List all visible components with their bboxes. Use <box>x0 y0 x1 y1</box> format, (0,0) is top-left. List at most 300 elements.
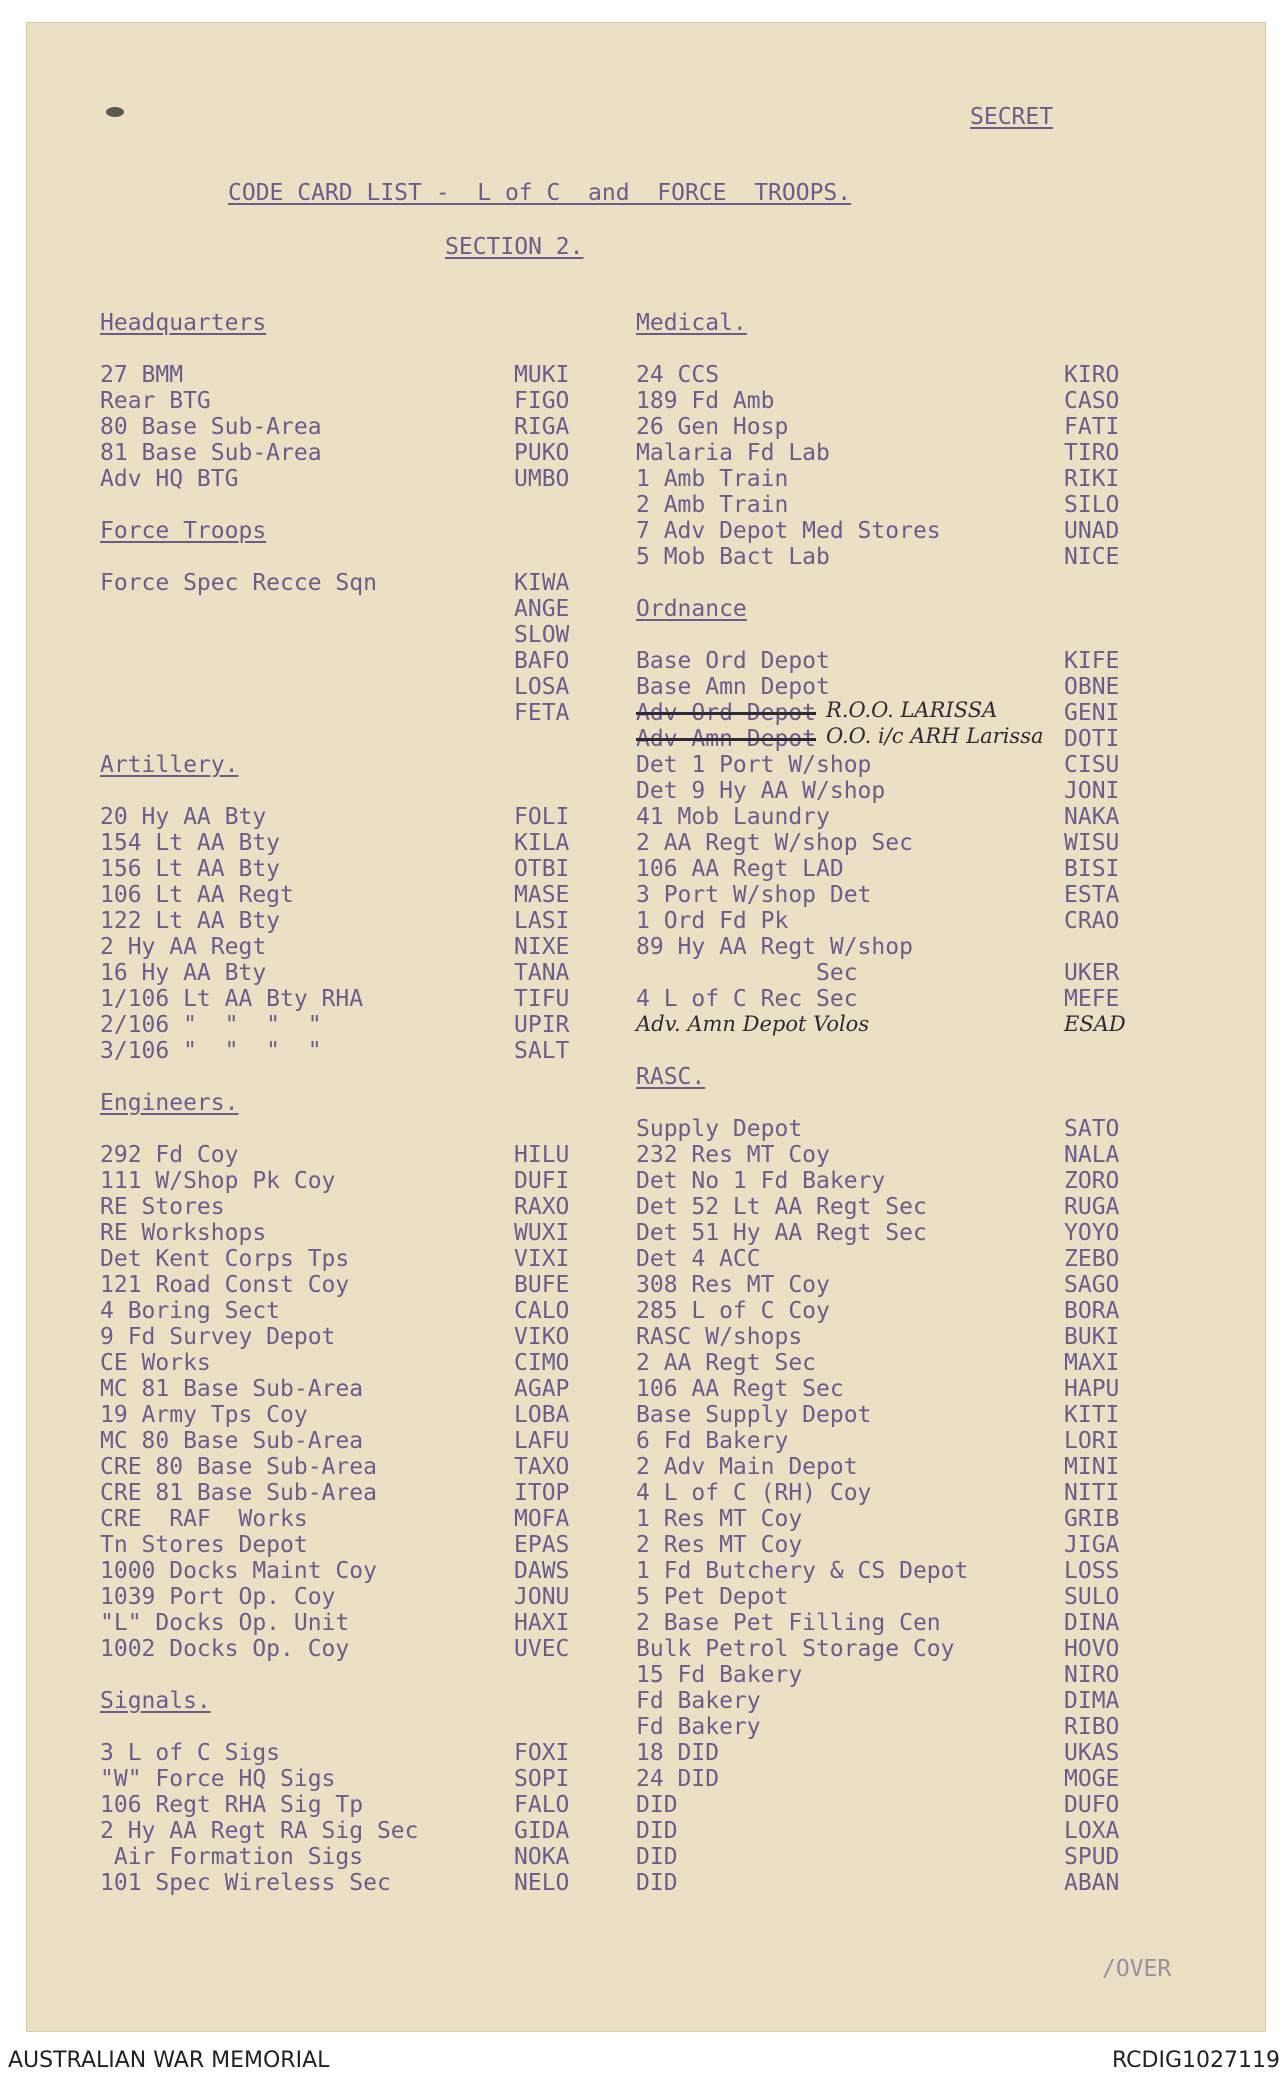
code-word: GIDA <box>514 1818 570 1844</box>
code-row <box>100 1766 620 1792</box>
code-word: BISI <box>1064 856 1120 882</box>
unit-name: 5 Mob Bact Lab <box>636 544 830 570</box>
code-word: NOKA <box>514 1844 570 1870</box>
unit-name: RASC W/shops <box>636 1324 803 1350</box>
code-word: KIRO <box>1064 362 1120 388</box>
unit-name: DID <box>636 1792 678 1818</box>
unit-name: 1000 Docks Maint Coy <box>100 1558 377 1584</box>
unit-name: 232 Res MT Coy <box>636 1142 830 1168</box>
code-word: LOSA <box>514 674 570 700</box>
code-word: PUKO <box>514 440 570 466</box>
unit-name: 2 Hy AA Regt <box>100 934 267 960</box>
code-word: KIWA <box>514 570 570 596</box>
code-word: RAXO <box>514 1194 570 1220</box>
unit-name: 41 Mob Laundry <box>636 804 830 830</box>
unit-name: 2 Base Pet Filling Cen <box>636 1610 941 1636</box>
code-row <box>636 1688 1136 1714</box>
code-row <box>636 1324 1136 1350</box>
unit-name: DID <box>636 1870 678 1896</box>
code-row <box>100 1142 620 1168</box>
code-row <box>636 414 1136 440</box>
unit-name: 4 L of C (RH) Coy <box>636 1480 872 1506</box>
code-word: HAXI <box>514 1610 570 1636</box>
code-row <box>636 1246 1136 1272</box>
code-row <box>100 1480 620 1506</box>
code-word: VIXI <box>514 1246 570 1272</box>
code-word: CASO <box>1064 388 1120 414</box>
unit-name: 24 DID <box>636 1766 720 1792</box>
code-row <box>636 830 1136 856</box>
unit-name: Supply Depot <box>636 1116 803 1142</box>
section-medical <box>636 310 1136 570</box>
code-row <box>636 1454 1136 1480</box>
unit-name: 2 Adv Main Depot <box>636 1454 858 1480</box>
code-word: CRAO <box>1064 908 1120 934</box>
unit-name: DID <box>636 1844 678 1870</box>
code-row <box>636 1298 1136 1324</box>
section-heading: Force Troops <box>100 518 267 544</box>
unit-name: 106 AA Regt LAD <box>636 856 844 882</box>
left-column <box>100 310 620 1896</box>
code-row <box>100 1324 620 1350</box>
unit-name: Bulk Petrol Storage Coy <box>636 1636 955 1662</box>
code-row <box>100 1246 620 1272</box>
document-title: CODE CARD LIST - L of C and FORCE TROOPS. <box>228 180 852 206</box>
section-rasc <box>636 1064 1136 1896</box>
unit-name: MC 81 Base Sub-Area <box>100 1376 364 1402</box>
code-row <box>636 1350 1136 1376</box>
code-word: NALA <box>1064 1142 1120 1168</box>
unit-name: 3/106 " " " " <box>100 1038 322 1064</box>
unit-name: 2 AA Regt W/shop Sec <box>636 830 913 856</box>
unit-name: Det 51 Hy AA Regt Sec <box>636 1220 927 1246</box>
code-word: CIMO <box>514 1350 570 1376</box>
code-word: SILO <box>1064 492 1120 518</box>
code-word: ZORO <box>1064 1168 1120 1194</box>
unit-name: 106 AA Regt Sec <box>636 1376 844 1402</box>
code-row <box>636 440 1136 466</box>
code-row <box>100 388 620 414</box>
unit-name: 121 Road Const Coy <box>100 1272 350 1298</box>
unit-name: Det No 1 Fd Bakery <box>636 1168 886 1194</box>
unit-name: 27 BMM <box>100 362 184 388</box>
unit-name: 15 Fd Bakery <box>636 1662 803 1688</box>
code-word: MEFE <box>1064 986 1120 1012</box>
code-row <box>100 466 620 492</box>
code-row <box>100 700 620 726</box>
code-row <box>100 596 620 622</box>
code-row <box>100 1454 620 1480</box>
code-row <box>636 1532 1136 1558</box>
section-heading: Signals. <box>100 1688 211 1714</box>
code-row <box>100 1506 620 1532</box>
code-row <box>100 1272 620 1298</box>
unit-name: 7 Adv Depot Med Stores <box>636 518 941 544</box>
code-word: LAFU <box>514 1428 570 1454</box>
unit-name: 106 Lt AA Regt <box>100 882 294 908</box>
code-word: ABAN <box>1064 1870 1120 1896</box>
unit-name: Adv. Amn Depot Volos <box>636 1012 870 1036</box>
code-word: SATO <box>1064 1116 1120 1142</box>
code-row <box>636 960 1136 986</box>
code-row <box>100 1558 620 1584</box>
code-row <box>100 1818 620 1844</box>
code-word: UPIR <box>514 1012 570 1038</box>
code-row <box>636 1220 1136 1246</box>
unit-name: 81 Base Sub-Area <box>100 440 322 466</box>
code-row <box>636 726 1136 752</box>
code-row <box>636 544 1136 570</box>
code-word: KITI <box>1064 1402 1120 1428</box>
code-row <box>100 804 620 830</box>
code-row <box>100 1376 620 1402</box>
unit-name: 1 Amb Train <box>636 466 789 492</box>
handwritten-note: O.O. i/c ARH Larissa <box>826 724 1044 748</box>
code-word: HILU <box>514 1142 570 1168</box>
code-row <box>636 518 1136 544</box>
code-row <box>636 1402 1136 1428</box>
unit-name: 20 Hy AA Bty <box>100 804 267 830</box>
code-word: ANGE <box>514 596 570 622</box>
code-row <box>100 1298 620 1324</box>
section-force-troops <box>100 518 620 726</box>
code-word: GENI <box>1064 700 1120 726</box>
unit-name: Air Formation Sigs <box>100 1844 364 1870</box>
unit-name: 9 Fd Survey Depot <box>100 1324 336 1350</box>
code-row <box>636 856 1136 882</box>
code-row <box>100 648 620 674</box>
unit-name: CRE RAF Works <box>100 1506 308 1532</box>
code-row <box>636 778 1136 804</box>
unit-name: 6 Fd Bakery <box>636 1428 789 1454</box>
unit-name: 5 Pet Depot <box>636 1584 789 1610</box>
document-page <box>26 22 1266 2032</box>
code-word: EPAS <box>514 1532 570 1558</box>
code-word: RIBO <box>1064 1714 1120 1740</box>
unit-name: Adv Amn Depot <box>636 726 817 752</box>
unit-name: Base Amn Depot <box>636 674 830 700</box>
code-word: DUFO <box>1064 1792 1120 1818</box>
code-word: ZEBO <box>1064 1246 1120 1272</box>
code-row <box>100 1168 620 1194</box>
unit-name: CRE 80 Base Sub-Area <box>100 1454 377 1480</box>
code-row <box>636 674 1136 700</box>
code-row <box>636 362 1136 388</box>
code-word: DIMA <box>1064 1688 1120 1714</box>
footer-institution: AUSTRALIAN WAR MEMORIAL <box>8 2048 330 2073</box>
code-row <box>636 752 1136 778</box>
code-row <box>636 934 1136 960</box>
unit-name: 24 CCS <box>636 362 720 388</box>
code-row <box>636 1194 1136 1220</box>
unit-name: Det 1 Port W/shop <box>636 752 872 778</box>
section-artillery <box>100 752 620 1064</box>
unit-name: Fd Bakery <box>636 1714 761 1740</box>
code-word: FOLI <box>514 804 570 830</box>
code-word: CISU <box>1064 752 1120 778</box>
code-row <box>636 986 1136 1012</box>
unit-name: 111 W/Shop Pk Coy <box>100 1168 336 1194</box>
over-marking: /OVER <box>1102 1956 1172 1982</box>
code-word: UKER <box>1064 960 1120 986</box>
code-word: NITI <box>1064 1480 1120 1506</box>
code-word: DINA <box>1064 1610 1120 1636</box>
unit-name: 1 Fd Butchery & CS Depot <box>636 1558 969 1584</box>
unit-name: Det 9 Hy AA W/shop <box>636 778 886 804</box>
unit-name: Det 4 ACC <box>636 1246 761 1272</box>
code-row <box>100 1532 620 1558</box>
code-word: RIKI <box>1064 466 1120 492</box>
section-ordnance <box>636 596 1136 1038</box>
unit-name: 18 DID <box>636 1740 720 1766</box>
code-row <box>100 1792 620 1818</box>
code-word: JONI <box>1064 778 1120 804</box>
unit-name: 189 Fd Amb <box>636 388 775 414</box>
unit-name: 3 L of C Sigs <box>100 1740 281 1766</box>
unit-name: MC 80 Base Sub-Area <box>100 1428 364 1454</box>
unit-name: Fd Bakery <box>636 1688 761 1714</box>
unit-name: 2 Res MT Coy <box>636 1532 803 1558</box>
code-row <box>100 1636 620 1662</box>
unit-name: RE Stores <box>100 1194 225 1220</box>
unit-name: CE Works <box>100 1350 211 1376</box>
unit-name: Force Spec Recce Sqn <box>100 570 377 596</box>
code-word: NELO <box>514 1870 570 1896</box>
code-word: LOXA <box>1064 1818 1120 1844</box>
code-word: FETA <box>514 700 570 726</box>
code-word: RIGA <box>514 414 570 440</box>
unit-name: Sec <box>636 960 858 986</box>
section-heading: Headquarters <box>100 310 267 336</box>
code-word: BORA <box>1064 1298 1120 1324</box>
right-column <box>636 310 1136 1896</box>
code-row <box>636 1584 1136 1610</box>
unit-name: 26 Gen Hosp <box>636 414 789 440</box>
code-word: JONU <box>514 1584 570 1610</box>
unit-name: Rear BTG <box>100 388 211 414</box>
code-row <box>100 1220 620 1246</box>
code-row <box>636 1142 1136 1168</box>
code-row <box>100 1402 620 1428</box>
unit-name: 16 Hy AA Bty <box>100 960 267 986</box>
code-word: FATI <box>1064 414 1120 440</box>
unit-name: 3 Port W/shop Det <box>636 882 872 908</box>
code-word: SPUD <box>1064 1844 1120 1870</box>
code-word: MASE <box>514 882 570 908</box>
code-word: LOSS <box>1064 1558 1120 1584</box>
code-word: LORI <box>1064 1428 1120 1454</box>
code-row <box>636 1740 1136 1766</box>
code-word: MOFA <box>514 1506 570 1532</box>
code-word: MINI <box>1064 1454 1120 1480</box>
code-word: TIRO <box>1064 440 1120 466</box>
unit-name: 1/106 Lt AA Bty RHA <box>100 986 364 1012</box>
section-heading: Ordnance <box>636 596 747 622</box>
code-row <box>636 492 1136 518</box>
code-word: MAXI <box>1064 1350 1120 1376</box>
code-word: UKAS <box>1064 1740 1120 1766</box>
code-word: YOYO <box>1064 1220 1120 1246</box>
code-row <box>100 1012 620 1038</box>
code-word: TIFU <box>514 986 570 1012</box>
code-row <box>100 986 620 1012</box>
unit-name: 106 Regt RHA Sig Tp <box>100 1792 364 1818</box>
code-row <box>636 1662 1136 1688</box>
code-row <box>636 1012 1136 1038</box>
code-word: BUKI <box>1064 1324 1120 1350</box>
section-signals <box>100 1688 620 1896</box>
code-row <box>100 830 620 856</box>
unit-name: RE Workshops <box>100 1220 267 1246</box>
code-row <box>636 1272 1136 1298</box>
unit-name: 2 AA Regt Sec <box>636 1350 817 1376</box>
unit-name: Tn Stores Depot <box>100 1532 308 1558</box>
unit-name: 4 L of C Rec Sec <box>636 986 858 1012</box>
code-row <box>100 440 620 466</box>
code-word: SULO <box>1064 1584 1120 1610</box>
code-word: FALO <box>514 1792 570 1818</box>
code-word: UVEC <box>514 1636 570 1662</box>
code-row <box>100 1584 620 1610</box>
code-row <box>636 1818 1136 1844</box>
code-row <box>636 1116 1136 1142</box>
unit-name: Base Ord Depot <box>636 648 830 674</box>
unit-name: 285 L of C Coy <box>636 1298 830 1324</box>
code-word: ESTA <box>1064 882 1120 908</box>
code-row <box>636 648 1136 674</box>
unit-name: 2/106 " " " " <box>100 1012 322 1038</box>
code-word: UMBO <box>514 466 570 492</box>
code-word: NIRO <box>1064 1662 1120 1688</box>
code-row <box>100 1870 620 1896</box>
ink-blot <box>106 107 124 117</box>
code-word: DAWS <box>514 1558 570 1584</box>
code-row <box>100 1740 620 1766</box>
unit-name: Adv HQ BTG <box>100 466 239 492</box>
code-word: VIKO <box>514 1324 570 1350</box>
unit-name: "L" Docks Op. Unit <box>100 1610 350 1636</box>
code-word: RUGA <box>1064 1194 1120 1220</box>
footer-reference: RCDIG1027119 <box>1111 2048 1280 2073</box>
code-word: CALO <box>514 1298 570 1324</box>
code-row <box>100 1844 620 1870</box>
code-word: MOGE <box>1064 1766 1120 1792</box>
code-word: OBNE <box>1064 674 1120 700</box>
code-row <box>636 1506 1136 1532</box>
unit-name: DID <box>636 1818 678 1844</box>
code-word: LASI <box>514 908 570 934</box>
code-row <box>100 908 620 934</box>
code-word: DOTI <box>1064 726 1120 752</box>
code-word: FIGO <box>514 388 570 414</box>
code-row <box>100 1038 620 1064</box>
handwritten-note: R.O.O. LARISSA <box>826 698 998 722</box>
code-row <box>636 1428 1136 1454</box>
code-word: NIXE <box>514 934 570 960</box>
code-word: HAPU <box>1064 1376 1120 1402</box>
code-word: SALT <box>514 1038 570 1064</box>
section-title: SECTION 2. <box>445 234 584 260</box>
code-word: WUXI <box>514 1220 570 1246</box>
unit-name: 101 Spec Wireless Sec <box>100 1870 391 1896</box>
code-row <box>636 1558 1136 1584</box>
code-word: KIFE <box>1064 648 1120 674</box>
code-row <box>100 570 620 596</box>
unit-name: 2 Amb Train <box>636 492 789 518</box>
code-row <box>100 1428 620 1454</box>
code-word: BUFE <box>514 1272 570 1298</box>
code-row <box>636 1168 1136 1194</box>
unit-name: CRE 81 Base Sub-Area <box>100 1480 377 1506</box>
code-word: BAFO <box>514 648 570 674</box>
unit-name: 1002 Docks Op. Coy <box>100 1636 350 1662</box>
unit-name: Malaria Fd Lab <box>636 440 830 466</box>
unit-name: 292 Fd Coy <box>100 1142 239 1168</box>
code-row <box>100 960 620 986</box>
code-row <box>100 414 620 440</box>
secret-marking: SECRET <box>970 104 1054 130</box>
unit-name: 4 Boring Sect <box>100 1298 281 1324</box>
code-row <box>636 1610 1136 1636</box>
code-row <box>636 1714 1136 1740</box>
unit-name: Det Kent Corps Tps <box>100 1246 350 1272</box>
code-row <box>636 1636 1136 1662</box>
code-row <box>636 1792 1136 1818</box>
unit-name: 19 Army Tps Coy <box>100 1402 308 1428</box>
unit-name: 308 Res MT Coy <box>636 1272 830 1298</box>
code-row <box>636 388 1136 414</box>
section-heading: Medical. <box>636 310 747 336</box>
code-row <box>100 362 620 388</box>
code-word: NICE <box>1064 544 1120 570</box>
section-heading: Artillery. <box>100 752 239 778</box>
code-row <box>100 1350 620 1376</box>
code-row <box>636 1844 1136 1870</box>
code-word: FOXI <box>514 1740 570 1766</box>
code-row <box>100 934 620 960</box>
section-heading: Engineers. <box>100 1090 239 1116</box>
section-engineers <box>100 1090 620 1662</box>
unit-name: 154 Lt AA Bty <box>100 830 281 856</box>
code-row <box>636 908 1136 934</box>
unit-name: 80 Base Sub-Area <box>100 414 322 440</box>
code-row <box>636 466 1136 492</box>
code-word: WISU <box>1064 830 1120 856</box>
code-word: GRIB <box>1064 1506 1120 1532</box>
code-row <box>636 700 1136 726</box>
section-heading: RASC. <box>636 1064 706 1090</box>
unit-name: "W" Force HQ Sigs <box>100 1766 336 1792</box>
unit-name: Det 52 Lt AA Regt Sec <box>636 1194 927 1220</box>
code-row <box>100 856 620 882</box>
code-row <box>100 674 620 700</box>
code-row <box>100 1610 620 1636</box>
unit-name: Base Supply Depot <box>636 1402 872 1428</box>
code-word: SOPI <box>514 1766 570 1792</box>
unit-name: 1039 Port Op. Coy <box>100 1584 336 1610</box>
code-word: TAXO <box>514 1454 570 1480</box>
code-row <box>636 1870 1136 1896</box>
code-word: ESAD <box>1064 1012 1126 1036</box>
code-row <box>636 882 1136 908</box>
unit-name: 89 Hy AA Regt W/shop <box>636 934 913 960</box>
code-row <box>636 804 1136 830</box>
code-word: AGAP <box>514 1376 570 1402</box>
code-word: OTBI <box>514 856 570 882</box>
code-row <box>100 1194 620 1220</box>
code-row <box>636 1376 1136 1402</box>
code-row <box>636 1480 1136 1506</box>
